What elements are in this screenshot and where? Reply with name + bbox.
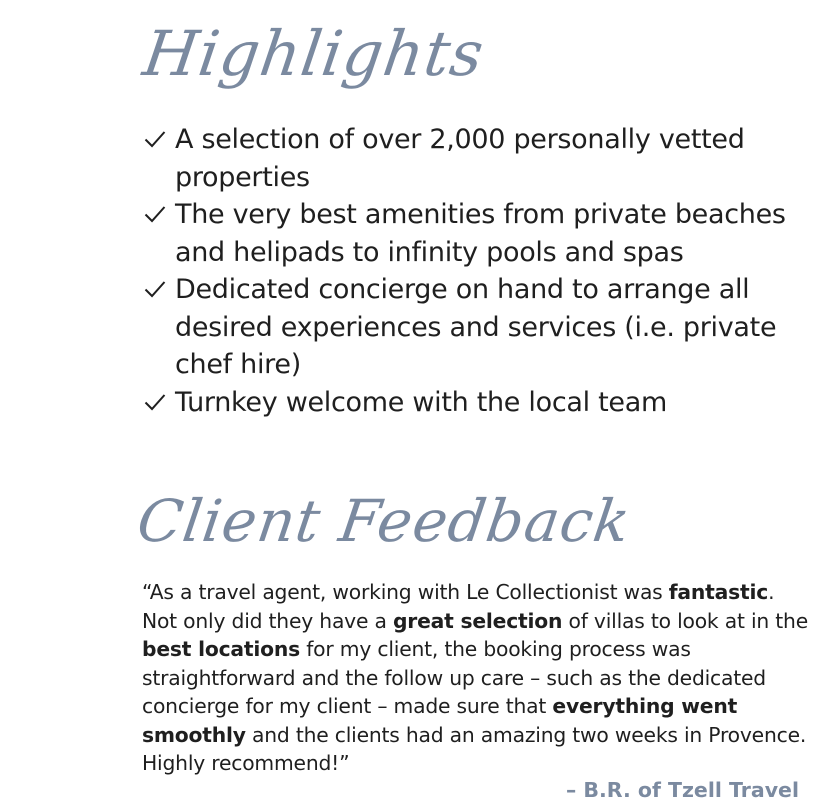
checkmark-icon xyxy=(144,130,166,148)
list-item-text: Turnkey welcome with the local team xyxy=(175,386,667,418)
client-feedback-heading: Client Feedback xyxy=(133,487,635,555)
list-item xyxy=(142,121,802,196)
quote-emphasis: fantastic xyxy=(668,580,769,604)
list-item-text: Dedicated concierge on hand to arrange all desired experiences and services (i.e. private chef hire) xyxy=(175,274,777,380)
list-item-text: The very best amenities from private beaches and helipads to infinity pools and spas xyxy=(175,199,786,268)
checkmark-icon xyxy=(144,280,166,298)
quote-emphasis: great selection xyxy=(392,608,563,633)
quote-emphasis: best locations xyxy=(142,637,300,661)
quote-text: of villas to look at in the xyxy=(562,608,808,633)
quote-text: . Not only did they have a xyxy=(142,580,775,633)
highlights-list xyxy=(142,121,802,421)
testimonial-attribution: – B.R. of Tzell Travel xyxy=(565,778,799,802)
quote-emphasis: everything went smoothly xyxy=(142,694,738,747)
quote-text: “As a travel agent, working with Le Collectionist was xyxy=(142,580,669,604)
checkmark-icon xyxy=(144,393,166,411)
highlights-heading: Highlights xyxy=(138,17,489,90)
list-item xyxy=(142,384,802,422)
checkmark-icon xyxy=(144,205,166,223)
testimonial-quote xyxy=(142,578,814,778)
list-item xyxy=(142,271,802,384)
quote-text: for my client, the booking process was straightforward and the follow up care – such as the dedicated concierge for my client – made sure that xyxy=(142,637,766,718)
list-item-text: A selection of over 2,000 personally vetted properties xyxy=(175,124,745,193)
quote-text: and the clients had an amazing two weeks in Provence. Highly recommend!” xyxy=(142,722,807,775)
list-item xyxy=(142,196,802,271)
